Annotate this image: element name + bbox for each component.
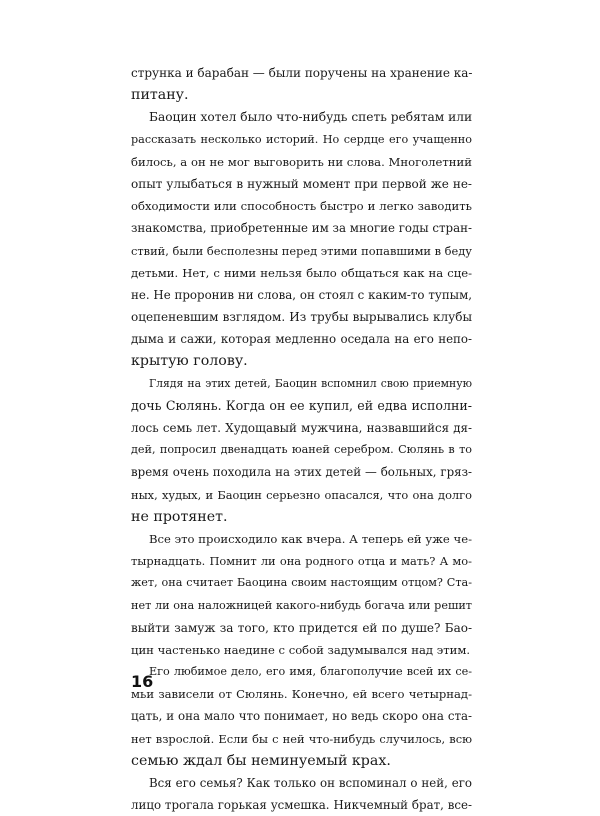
text-line: не. Не проронив ни слова, он стоял с каким-то тупым,: [131, 287, 472, 302]
text-line: мьи зависели от Сюлянь. Конечно, ей всего четырнад-: [131, 687, 472, 702]
text-line: выйти замуж за того, кто придется ей по душе? Бао-: [131, 620, 472, 635]
text-line: время очень походила на этих детей — больных, гряз-: [131, 465, 472, 480]
text-line: ствий, были бесполезны перед этими попавшими в беду: [131, 243, 472, 258]
text-line: цин частенько наедине с собой задумывался над этим.: [131, 642, 471, 657]
text-line: рассказать несколько историй. Но сердце его учащенно: [131, 132, 472, 146]
text-line: опыт улыбаться в нужный момент при первой же не-: [131, 176, 472, 191]
text-line: питану.: [131, 87, 189, 104]
text-line: цать, и она мало что понимает, но ведь скоро она ста-: [131, 709, 472, 724]
text-line: струнка и барабан — были поручены на хранение ка-: [131, 66, 473, 80]
text-line: Все это происходило как вчера. А теперь ей уже че-: [149, 531, 472, 546]
text-line: семью ждал бы неминуемый крах.: [131, 752, 391, 769]
text-line: Баоцин хотел было что-нибудь спеть ребятам или: [149, 110, 473, 125]
text-line: обходимости или способность быстро и легко заводить: [131, 199, 472, 214]
text-line: Вся его семья? Как только он вспоминал о ней, его: [149, 776, 472, 790]
text-line: лицо трогала горькая усмешка. Никчемный брат, все-: [131, 798, 472, 813]
text-line: знакомства, приобретенные им за многие годы стран-: [131, 221, 472, 236]
text-line: детьми. Нет, с ними нельзя было общаться как на сце-: [131, 265, 472, 280]
page-number: 16: [131, 672, 154, 691]
text-line: дочь Сюлянь. Когда он ее купил, ей едва исполни-: [131, 397, 472, 413]
body-text: [131, 62, 472, 816]
text-line: Глядя на этих детей, Баоцин вспомнил свою приемную: [149, 376, 472, 390]
text-line: Его любимое дело, его имя, благополучие всей их се-: [149, 665, 472, 679]
text-line: билось, а он не мог выговорить ни слова. Многолетний: [131, 154, 472, 169]
text-line: жет, она считает Баоцина своим настоящим отцом? Ста-: [131, 576, 472, 590]
text-line: тырнадцать. Помнит ли она родного отца и мать? А мо-: [131, 554, 472, 569]
text-line: нет ли она наложницей какого-нибудь богача или решит: [131, 598, 472, 612]
text-line: нет взрослой. Если бы с ней что-нибудь случилось, всю: [131, 731, 472, 746]
text-line: дыма и сажи, которая медленно оседала на его непо-: [131, 332, 472, 347]
text-line: не протянет.: [131, 508, 228, 525]
text-line: дей, попросил двенадцать юаней серебром. Сюлянь в то: [131, 443, 472, 457]
text-line: лось семь лет. Худощавый мужчина, назвавшийся дя-: [131, 421, 472, 435]
text-line: крытую голову.: [131, 353, 248, 370]
text-line: оцепеневшим взглядом. Из трубы вырывались клубы: [131, 310, 472, 325]
text-line: ных, худых, и Баоцин серьезно опасался, что она долго: [131, 487, 472, 502]
